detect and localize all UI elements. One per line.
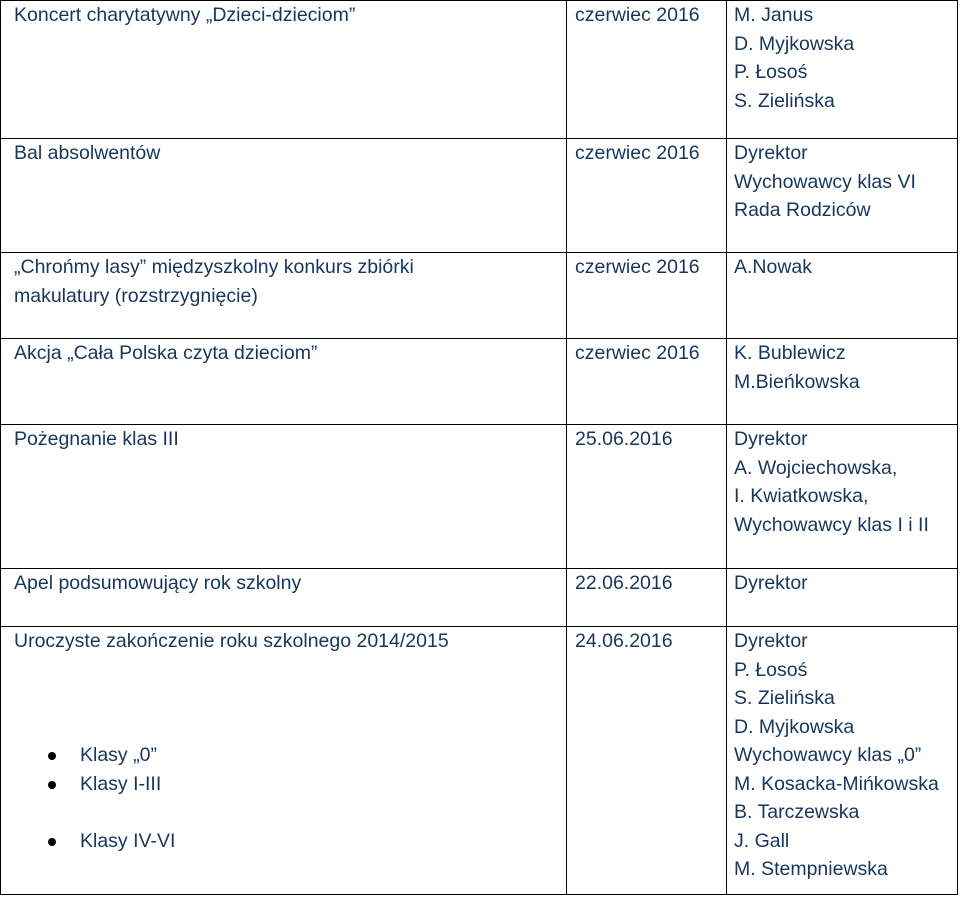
bullet-icon (48, 838, 56, 846)
responsible-cell (727, 253, 958, 339)
date-cell (567, 339, 727, 425)
event-cell (1, 1, 567, 139)
responsible-person: B. Tarczewska (734, 801, 860, 823)
list-item (14, 741, 566, 770)
responsible-cell (727, 627, 958, 895)
responsible-person: S. Zielińska (734, 687, 835, 709)
event-cell (1, 627, 567, 895)
responsible-cell (727, 569, 958, 627)
event-cell (1, 139, 567, 253)
responsible-person: A. Wojciechowska, (734, 456, 898, 479)
responsible-cell (727, 425, 958, 569)
responsible-person: Wychowawcy klas I i II (734, 513, 929, 536)
spacer (14, 713, 566, 742)
responsible-cell (727, 1, 958, 139)
responsible-cell (727, 339, 958, 425)
date-cell (567, 627, 727, 895)
responsible-person: K. Bublewicz (734, 342, 846, 364)
event-date: 22.06.2016 (575, 572, 673, 594)
list-item-label: Klasy I-III (80, 772, 162, 795)
event-cell (1, 425, 567, 569)
responsible-person: M.Bieńkowska (734, 370, 860, 393)
responsible-person: Dyrektor (734, 428, 808, 450)
event-name-line: makulatury (rozstrzygnięcie) (14, 284, 258, 307)
event-date: 25.06.2016 (575, 428, 673, 450)
responsible-person: Wychowawcy klas „0” (734, 744, 922, 766)
event-date: 24.06.2016 (575, 630, 673, 652)
responsible-person: Dyrektor (734, 142, 808, 164)
responsible-person: D. Myjkowska (734, 32, 855, 55)
table-row (1, 339, 958, 425)
responsible-person: Rada Rodziców (734, 199, 871, 221)
responsible-person: A.Nowak (734, 256, 813, 278)
responsible-person: S. Zielińska (734, 89, 835, 112)
table-row (1, 425, 958, 569)
table-row (1, 1, 958, 139)
date-cell (567, 139, 727, 253)
event-name: Apel podsumowujący rok szkolny (14, 572, 302, 594)
class-list (14, 741, 566, 855)
responsible-person: P. Łosoś (734, 658, 808, 681)
responsible-person: Dyrektor (734, 572, 808, 594)
responsible-person: Wychowawcy klas VI (734, 170, 916, 193)
table-row (1, 139, 958, 253)
spacer (14, 656, 566, 685)
event-name: Koncert charytatywny „Dzieci-dzieciom” (14, 4, 356, 26)
list-item-label: Klasy „0” (80, 744, 157, 766)
list-item-label: Klasy IV-VI (80, 829, 176, 852)
table-row (1, 253, 958, 339)
date-cell (567, 1, 727, 139)
responsible-person: Dyrektor (734, 630, 808, 652)
event-name: Uroczyste zakończenie roku szkolnego 2014/2015 (14, 630, 449, 652)
bullet-icon (48, 752, 56, 760)
date-cell (567, 425, 727, 569)
list-item (14, 827, 566, 856)
event-name: Pożegnanie klas III (14, 428, 179, 450)
date-cell (567, 253, 727, 339)
responsible-person: M. Kosacka-Mińkowska (734, 772, 939, 795)
event-name: Bal absolwentów (14, 142, 161, 164)
responsible-cell (727, 139, 958, 253)
responsible-person: D. Myjkowska (734, 715, 855, 738)
event-date: czerwiec 2016 (575, 142, 700, 164)
event-date: czerwiec 2016 (575, 256, 700, 278)
list-item (14, 770, 566, 827)
spacer (14, 684, 566, 713)
table-row (1, 627, 958, 895)
event-cell (1, 253, 567, 339)
event-name-line: „Chrońmy lasy” międzyszkolny konkurs zbiórki (14, 256, 414, 278)
responsible-person: M. Stempniewska (734, 858, 888, 880)
table-row (1, 569, 958, 627)
event-cell (1, 569, 567, 627)
responsible-person: P. Łosoś (734, 61, 808, 83)
event-date: czerwiec 2016 (575, 342, 700, 364)
responsible-person: M. Janus (734, 4, 814, 26)
event-date: czerwiec 2016 (575, 4, 700, 26)
event-cell (1, 339, 567, 425)
responsible-person: J. Gall (734, 829, 790, 852)
bullet-icon (48, 781, 56, 789)
date-cell (567, 569, 727, 627)
responsible-person: I. Kwiatkowska, (734, 485, 869, 507)
event-name: Akcja „Cała Polska czyta dzieciom” (14, 342, 318, 364)
